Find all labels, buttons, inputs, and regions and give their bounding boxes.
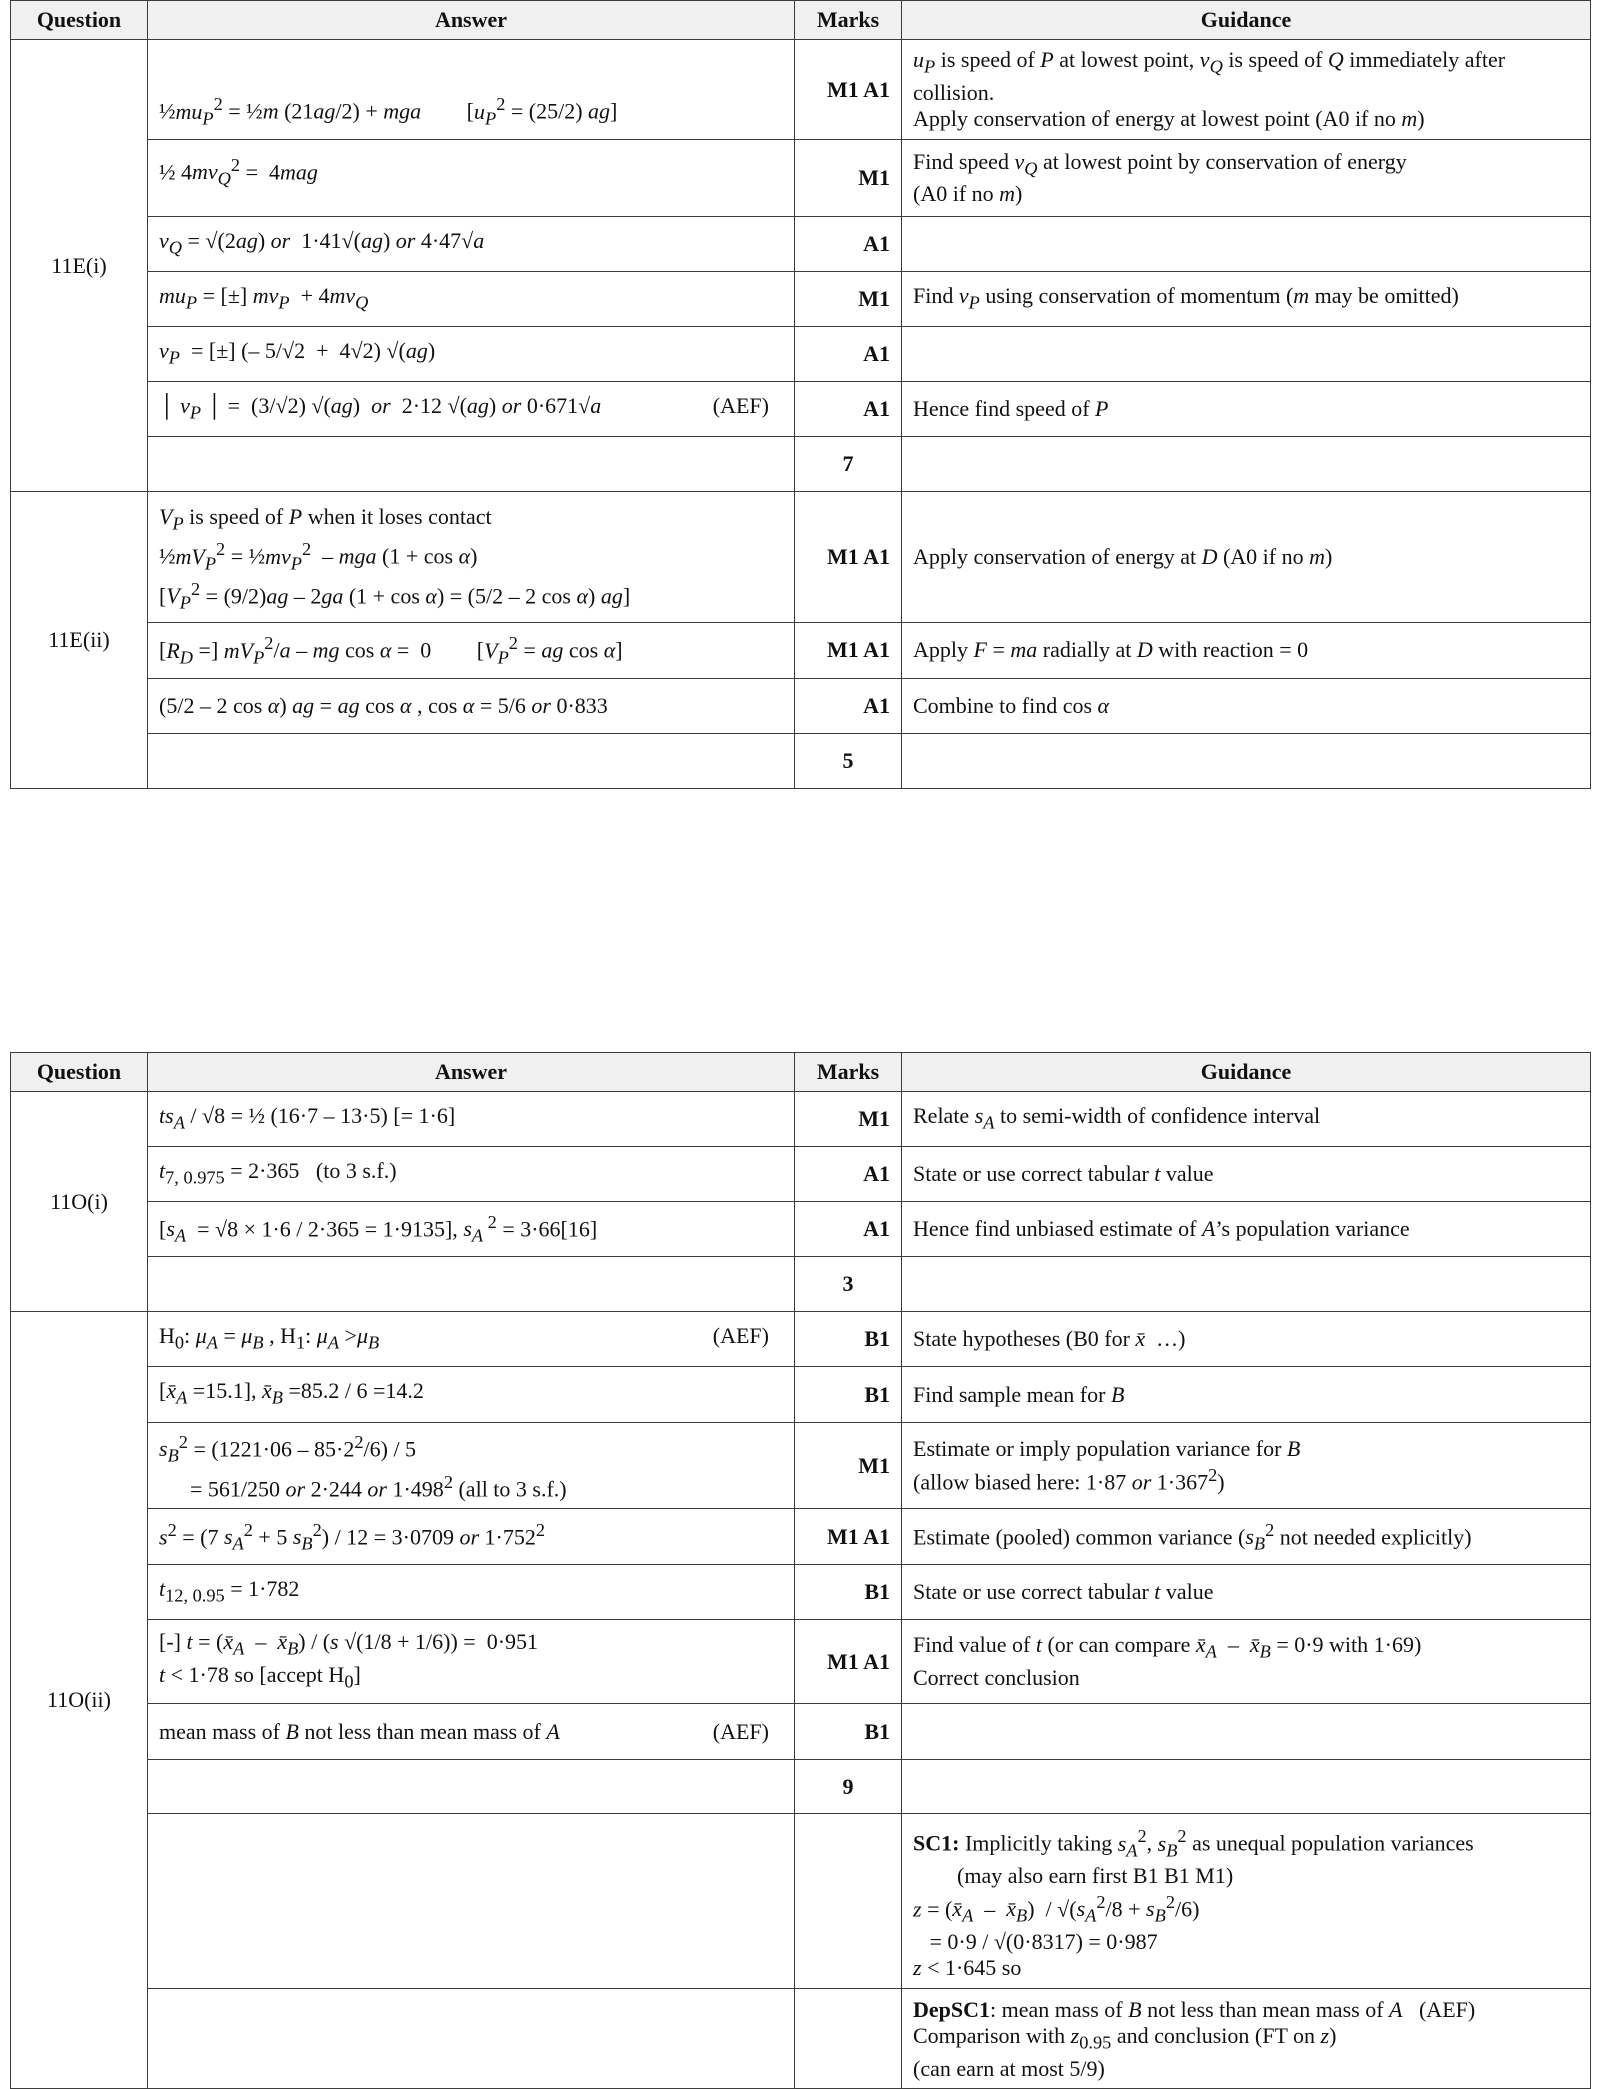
question-header: Question <box>11 1053 148 1092</box>
marks-cell: A1 <box>795 1147 902 1202</box>
header-row <box>11 1053 1591 1092</box>
marks-cell: M1 <box>795 140 902 217</box>
answer-text: $H_0$: $\mu_A = \mu_B$ , $H_1$: $\mu_A >\mu_B$ <box>159 1322 380 1353</box>
answer-cell <box>148 382 795 437</box>
total-row <box>11 437 1591 492</box>
marks-cell: B1 <box>795 1312 902 1367</box>
answer-cell <box>148 1620 795 1704</box>
marks-cell: M1 A1 <box>795 1509 902 1565</box>
answer-text: $ts_A / √8$ = ½ (16·7 – 13·5) [= 1·6] <box>159 1102 456 1133</box>
marks-cell <box>795 1814 902 1989</box>
answer-text: [$V_P^2 = (9/2)ag - 2ga$ (1 + cos α) = (5/2 – 2 cos α) ag] <box>159 579 631 613</box>
table-row <box>11 272 1591 327</box>
answer-cell <box>148 678 795 733</box>
aef-note: (AEF) <box>712 1322 769 1348</box>
marks-cell: A1 <box>795 382 902 437</box>
table-row <box>11 1565 1591 1620</box>
answer-cell <box>148 1367 795 1423</box>
guidance-cell <box>902 1760 1591 1814</box>
guidance-cell: Relate $s_A$ to semi-width of confidence interval <box>902 1092 1591 1147</box>
total-marks: 3 <box>795 1257 902 1312</box>
guidance-cell: Hence find speed of P <box>902 382 1591 437</box>
depsc1-label: DepSC1 <box>913 1997 991 2023</box>
answer-text: mean mass of B not less than mean mass of A <box>159 1718 560 1744</box>
guidance-cell: Find value of t (or can compare $x̄_A$ – $x̄_B = 0\cdot 9$ with 1·69) Correct conclusion <box>902 1620 1591 1704</box>
answer-text: ½ $4mv_Q^2 = 4mag$ <box>159 155 318 189</box>
total-row <box>11 733 1591 788</box>
aef-note: (AEF) <box>712 392 769 418</box>
special-case-depsc1: DepSC1: mean mass of B not less than mean mass of A (AEF) Comparison with $z_{0.95}$ and conclusion (FT on z) (can earn at most 5/9) <box>902 1989 1591 2089</box>
guidance-cell: State or use correct tabular t value <box>902 1565 1591 1620</box>
table-row <box>11 327 1591 382</box>
answer-cell <box>148 492 795 623</box>
answer-cell <box>148 1092 795 1147</box>
answer-text: $mu_P$ = [±] $mv_P + 4mv_Q$ <box>159 282 369 313</box>
answer-cell <box>148 1147 795 1202</box>
answer-text: [-] $t = (x̄_A$ – $x̄_B) / (s$ √(1/8 + 1/6)) = 0·951 <box>159 1629 539 1659</box>
answer-cell <box>148 1565 795 1620</box>
total-marks: 9 <box>795 1760 902 1814</box>
guidance-cell: State or use correct tabular t value <box>902 1147 1591 1202</box>
guidance-cell <box>902 1704 1591 1760</box>
marks-cell: A1 <box>795 1202 902 1257</box>
total-marks: 7 <box>795 437 902 492</box>
table-row <box>11 678 1591 733</box>
answer-text: $\frac{1}{2}mu_P^2$ = ½m (21ag/2) + mga [$u_P^2 = (25/2)$ ag] <box>159 94 618 128</box>
answer-cell <box>148 272 795 327</box>
table-row <box>11 1092 1591 1147</box>
guidance-cell: Hence find unbiased estimate of A’s population variance <box>902 1202 1591 1257</box>
header-row <box>11 1 1591 40</box>
marks-cell: M1 <box>795 1423 902 1509</box>
table-row <box>11 1423 1591 1509</box>
marks-cell: M1 A1 <box>795 1620 902 1704</box>
table-row <box>11 1147 1591 1202</box>
mark-scheme-table-11e <box>10 0 1591 789</box>
question-label: 11E(i) <box>11 40 148 492</box>
guidance-cell <box>902 1257 1591 1312</box>
answer-text: $v_Q = √(2ag)$ or 1·41√(ag) or 4·47√a <box>159 227 485 258</box>
answer-cell <box>148 1509 795 1565</box>
answer-text: $[s_A = √8 \times 1\cdot 6 / 2\cdot 365 = 1\cdot 9135]$, $s_A$ $^2$ = 3·66[16] <box>159 1212 598 1246</box>
answer-cell <box>148 217 795 272</box>
marks-cell: M1 A1 <box>795 622 902 678</box>
answer-cell <box>148 1814 795 1989</box>
marks-cell: A1 <box>795 217 902 272</box>
marks-header: Marks <box>795 1053 902 1092</box>
answer-cell <box>148 140 795 217</box>
guidance-cell <box>902 327 1591 382</box>
answer-cell <box>148 327 795 382</box>
guidance-cell: Estimate or imply population variance for B (allow biased here: 1·87 or $1\cdot 367^2$) <box>902 1423 1591 1509</box>
guidance-header: Guidance <box>902 1053 1591 1092</box>
mark-scheme-table-11o <box>10 1052 1591 2089</box>
answer-cell <box>148 1704 795 1760</box>
marks-cell: M1 <box>795 272 902 327</box>
answer-cell <box>148 1312 795 1367</box>
special-case-sc1: SC1: Implicitly taking $s_A^2$, $s_B^2$ as unequal population variances (may also earn first B1 B1 M1) $z = (x̄_A$ – $x̄_B) / √(s_A^2/8 + s_B^2/6)$ = 0·9 / √(0·8317) = 0·987 z < 1·645 so <box>902 1814 1591 1989</box>
answer-cell <box>148 1989 795 2089</box>
special-case-row <box>11 1814 1591 1989</box>
guidance-cell <box>902 733 1591 788</box>
table-row <box>11 1509 1591 1565</box>
table-row <box>11 492 1591 623</box>
marks-cell: M1 A1 <box>795 40 902 140</box>
total-marks: 5 <box>795 733 902 788</box>
answer-cell <box>148 437 795 492</box>
guidance-cell: Apply conservation of energy at D (A0 if no m) <box>902 492 1591 623</box>
guidance-cell: Combine to find cos α <box>902 678 1591 733</box>
table-row <box>11 1620 1591 1704</box>
guidance-cell <box>902 437 1591 492</box>
marks-cell <box>795 1989 902 2089</box>
guidance-cell <box>902 217 1591 272</box>
answer-header: Answer <box>148 1053 795 1092</box>
guidance-cell: Estimate (pooled) common variance ($s_B^2$ not needed explicitly) <box>902 1509 1591 1565</box>
marks-cell: B1 <box>795 1565 902 1620</box>
question-label: 11O(ii) <box>11 1312 148 2089</box>
marks-cell: A1 <box>795 327 902 382</box>
table-row <box>11 382 1591 437</box>
marks-cell: A1 <box>795 678 902 733</box>
table-row <box>11 1202 1591 1257</box>
answer-cell <box>148 1257 795 1312</box>
answer-header: Answer <box>148 1 795 40</box>
guidance-header: Guidance <box>902 1 1591 40</box>
answer-cell <box>148 1202 795 1257</box>
question-label: 11E(ii) <box>11 492 148 789</box>
marks-cell: B1 <box>795 1367 902 1423</box>
answer-text: │ $v_P$ │ = (3/√2) √(ag) or 2·12 √(ag) or 0·671√a <box>159 392 602 423</box>
answer-cell <box>148 1760 795 1814</box>
table-row <box>11 40 1591 140</box>
table-row <box>11 1704 1591 1760</box>
table-row <box>11 140 1591 217</box>
answer-text: $t_{7, 0.975} = 2\cdot 365$ (to 3 s.f.) <box>159 1157 397 1188</box>
table-row <box>11 1367 1591 1423</box>
sc1-label: SC1: <box>913 1830 960 1856</box>
answer-cell <box>148 40 795 140</box>
marks-cell: B1 <box>795 1704 902 1760</box>
question-header: Question <box>11 1 148 40</box>
guidance-cell: Find $v_P$ using conservation of momentum (m may be omitted) <box>902 272 1591 327</box>
total-row <box>11 1760 1591 1814</box>
answer-text: $v_P$ = [±] (– 5/√2 + 4√2) √(ag) <box>159 337 436 368</box>
answer-text: [$R_D$ =] $mV_P^2/a$ – mg cos α = 0 [$V_P^2$ = ag cos α] <box>159 633 623 668</box>
guidance-text: Apply conservation of energy at lowest point (A0 if no m) <box>913 105 1425 131</box>
question-label: 11O(i) <box>11 1092 148 1312</box>
answer-cell <box>148 733 795 788</box>
aef-note: (AEF) <box>712 1718 769 1744</box>
answer-text: = 561/250 or 2·244 or $1\cdot 498^2$ (all to 3 s.f.) <box>179 1471 567 1502</box>
table-row <box>11 622 1591 678</box>
answer-text: $s_B^2 = (1221\cdot 06 - 85\cdot 2^2/6) / 5$ <box>159 1432 417 1466</box>
marks-cell: M1 A1 <box>795 492 902 623</box>
answer-cell <box>148 1423 795 1509</box>
table-row <box>11 1312 1591 1367</box>
answer-text: (5/2 – 2 cos α) ag = ag cos α , cos α = 5/6 or 0·833 <box>159 692 608 718</box>
guidance-text: $u_P$ is speed of P at lowest point, $v_Q$ is speed of Q immediately after collision. <box>913 47 1506 105</box>
answer-text: $\frac{1}{2}mV_P^2$ = $\frac{1}{2}mv_P^2$ – mga (1 + cos α) <box>159 539 478 574</box>
table-row <box>11 217 1591 272</box>
guidance-cell: State hypotheses (B0 for x̄ …) <box>902 1312 1591 1367</box>
answer-text: $V_P$ is speed of P when it loses contact <box>159 504 492 534</box>
guidance-cell <box>902 40 1591 140</box>
marks-cell: M1 <box>795 1092 902 1147</box>
total-row <box>11 1257 1591 1312</box>
answer-cell <box>148 622 795 678</box>
marks-header: Marks <box>795 1 902 40</box>
guidance-cell: Find sample mean for B <box>902 1367 1591 1423</box>
guidance-cell: Apply F = ma radially at D with reaction = 0 <box>902 622 1591 678</box>
answer-text: t < 1·78 so [accept $H_0$] <box>159 1661 361 1691</box>
answer-text: $t_{12, 0.95} = 1\cdot 782$ <box>159 1575 300 1606</box>
answer-text: $s^2 = (7$ $s_A^2 + 5$ $s_B^2) / 12 = 3\cdot 0709$ or $1\cdot 752^2$ <box>159 1519 545 1554</box>
special-case-row <box>11 1989 1591 2089</box>
answer-text: $[x̄_A =15.1]$, $x̄_B =85.2 / 6 =14.2$ <box>159 1378 424 1408</box>
guidance-cell: Find speed $v_Q$ at lowest point by conservation of energy (A0 if no m) <box>902 140 1591 217</box>
